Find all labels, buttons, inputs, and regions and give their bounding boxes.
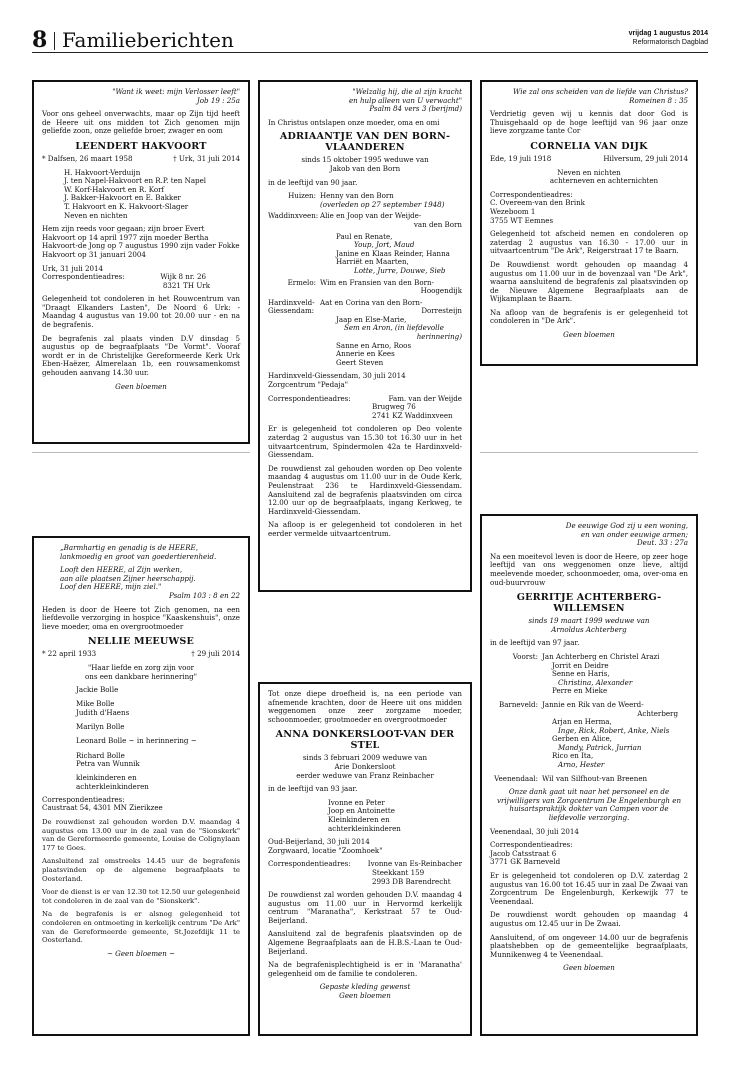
relative-line: Gerben en Alice, (552, 734, 612, 744)
relative-line: Arno, Hester (558, 760, 605, 770)
correspondence-address (268, 395, 462, 404)
page-header (32, 28, 708, 53)
bible-quote: aan alle plaatsen Zijner heerschappij. (60, 573, 196, 583)
notice-van-dijk (480, 80, 698, 366)
relative-line: Arjan en Herma, (552, 717, 612, 727)
birth-date: * 22 april 1933 (42, 649, 97, 659)
family-line: achterneven en achternichten (549, 176, 659, 186)
relatives (320, 212, 462, 229)
relative-line: Jaap en Else-Marie, (336, 314, 407, 324)
bible-quote: „Barmhartig en genadig is de HEERE, (60, 543, 198, 552)
corr-line: Fam. van der Weijde (388, 393, 462, 403)
relative-line: Perre en Mieke (552, 686, 608, 696)
family-member: J. ten Napel-Hakvoort en R.P. ten Napel (64, 176, 207, 186)
birth-death-dates (42, 155, 240, 164)
place-label: Huizen: (288, 191, 316, 201)
place-date: Urk, 31 juli 2014 (42, 263, 104, 273)
after-text: Na afloop is er gelegenheid tot condoleren in het eerder vermelde uitvaartcentrum. (268, 520, 462, 538)
relative-line: Inge, Rick, Robert, Anke, Niels (558, 725, 670, 735)
corr-label: Correspondentieadres: (268, 393, 351, 403)
relatives (320, 279, 462, 296)
place-date: Hardinxveld-Giessendam, 30 juli 2014 (268, 371, 406, 381)
family-member: W. Korf-Hakvoort en R. Korf (64, 184, 165, 194)
relative-line: Rico en Ita, (552, 751, 594, 761)
notice-intro: In Christus ontslapen onze moeder, oma en omi (268, 117, 440, 127)
family-member: Petra van Wunnik (76, 758, 140, 768)
relative-line: Paul en Renate, (336, 231, 393, 241)
place-label (268, 233, 316, 276)
care-center: Zorgwaard, locatie "Zoomhoek" (268, 845, 383, 855)
place-label: Ermelo: (287, 277, 316, 287)
notice-intro: Voor ons geheel onverwachts, maar op Zijn tijd heeft de Heere uit ons midden tot Zich genomen mijn geliefde zoon, onze geliefde broer, zwager en oom (42, 109, 240, 136)
relative-line: Wim en Fransien van den Born- (320, 277, 434, 287)
relative-line: Janine en Klaas Reinder, Hanna (336, 248, 450, 258)
age-line: in de leeftijd van 93 jaar. (268, 784, 358, 794)
motto: "Haar liefde en zorg zijn voor (87, 662, 195, 672)
condolence-text: Voor de dienst is er van 12.30 tot 12.50 uur gelegenheid tot condoleren in de zaal van de "Sionskerk". (42, 888, 240, 905)
relative-line: Lotte, Jurre, Douwe, Sieb (354, 265, 446, 275)
widow-line: sinds 3 februari 2009 weduwe van (302, 753, 428, 763)
place-label: Veenendaal: (494, 773, 538, 783)
relative-line: van den Born (413, 219, 462, 229)
bible-quote: en hulp alleen van U verwacht" (348, 95, 462, 105)
family-member: achterkleinkinderen (76, 781, 149, 791)
bible-quote: en van onder eeuwige armen; (580, 529, 688, 539)
death-date: † 29 juli 2014 (191, 649, 240, 659)
condolence-text: Gelegenheid tot condoleren in het Rouwcentrum van "Draagt Elkanders Lasten", De Noord 6 Urk: - Maandag 4 augustus van 19.00 tot 20.00 uur - en na de begrafenis. (42, 294, 240, 330)
funeral-text: De Rouwdienst wordt gehouden op maandag 4 augustus om 11.00 uur in de bovenzaal van "De Ark", waarna aansluitend de begrafenis zal plaatsvinden op de Nieuwe Algemene Begraafplaats aan de Wijkamplaan te Baarn. (490, 259, 688, 304)
page-number: 8 (32, 27, 48, 53)
funeral-text: De rouwdienst zal worden gehouden D.V. maandag 4 augustus om 11.00 uur in Hervormd kerkelijk centrum "Maranatha", Kerkstraat 57 te Oud-Beijerland. (268, 890, 462, 925)
column-divider (480, 452, 698, 453)
burial-text: Aansluitend zal de begrafenis plaatsvinden op de Algemene Begraafplaats aan de H.B.S.-Laan te Oud-Beijerland. (268, 929, 462, 956)
relatives-group (268, 192, 462, 209)
corr-line: 8321 TH Urk (162, 280, 210, 290)
birth-death-dates (490, 155, 688, 164)
deceased-name: ANNA DONKERSLOOT-VAN DER STEL (275, 729, 455, 752)
correspondence-address (42, 273, 240, 282)
widow-line: Jakob van den Born (329, 163, 401, 173)
after-text: Na afloop van de begrafenis is er gelegenheid tot condoleren in "De Ark". (490, 307, 688, 326)
family-member: Richard Bolle (76, 750, 125, 760)
notice-donkersloot (258, 682, 472, 1036)
relative-line: herinnering) (416, 332, 462, 342)
relative-line: Harriët en Maarten, (336, 257, 409, 267)
bible-quote: "Want ik weet: mijn Verlosser leeft" (112, 87, 240, 96)
deceased-name: CORNELIA VAN DIJK (530, 140, 648, 152)
relative-line: Senne en Haris, (552, 669, 610, 679)
widow-line: Arie Donkersloot (334, 761, 396, 771)
corr-line: Wezeboom 1 (490, 206, 536, 216)
family-list (42, 686, 240, 791)
notice-meeuwse (32, 536, 250, 1036)
death-date: Hilversum, 29 juli 2014 (603, 153, 688, 163)
widow-line: sinds 19 maart 1999 weduwe van (528, 616, 650, 626)
birth-date: * Dalfsen, 26 maart 1958 (42, 153, 133, 163)
widow-line: sinds 15 oktober 1995 weduwe van (301, 155, 429, 165)
funeral-text: De begrafenis zal plaats vinden D.V dinsdag 5 augustus op de begraafplaats "De Vormt". Vooraf wordt er in de Christelijke Gereformeerde Kerk Urk Eben-Haëzer, Almerelaan 1b, een rouwsamenkomst gehouden aanvang 14.30 uur. (42, 333, 240, 378)
section-title: Familieberichten (62, 28, 234, 52)
corr-line: C. Overeem-van den Brink (490, 198, 585, 208)
family-member: Mike Bolle (76, 699, 115, 709)
bible-quote: Loof den HEERE, mijn ziel." (60, 582, 162, 592)
relatives (320, 233, 462, 276)
relative-line: Alie en Joop van der Weijde- (320, 211, 422, 221)
notice-achterberg (480, 514, 698, 1036)
place-label: Hardinxveld-Giessendam: (268, 297, 315, 316)
corr-label: Correspondentieadres: (42, 272, 125, 282)
place-date: Oud-Beijerland, 30 juli 2014 (268, 837, 370, 847)
deceased-name: NELLIE MEEUWSE (87, 636, 195, 648)
place-label: Barneveld: (498, 699, 538, 709)
notice-intro: Verdrietig geven wij u kennis dat door God is Thuisgehaald op de hoge leeftijd van 96 jaar onze lieve zorgzame tante Cor (490, 109, 688, 136)
widow-line: eerder weduwe van Franz Reinbacher (296, 770, 434, 780)
relative-line: Christina, Alexander (558, 677, 633, 687)
family-member: Joop en Antoinette (328, 806, 395, 816)
burial-text: Aansluitend zal omstreeks 14.45 uur de begrafenis plaatsvinden op de algemene begraafplaats te Oosterland. (42, 857, 240, 883)
thanks-text: Onze dank gaat uit naar het personeel en de vrijwilligers van Zorgcentrum De Engelenburgh en huisartspraktijk dokter van Campen voor de liefdevolle verzorging. (496, 787, 682, 823)
closing-note: Geen bloemen (339, 991, 391, 1001)
family-member: J. Bakker-Hakvoort en E. Bakker (64, 193, 181, 203)
funeral-text: De rouwdienst wordt gehouden op maandag 4 augustus om 12.45 uur in De Zwaai. (490, 910, 688, 928)
family-list (268, 799, 462, 833)
closing-note: ~ Geen bloemen ~ (106, 948, 176, 958)
closing-note: Geen bloemen (563, 963, 615, 973)
family-member: Judith d'Haens (76, 707, 130, 717)
family-line: Neven en nichten (557, 167, 621, 177)
deceased-name: LEENDERT HAKVOORT (75, 140, 207, 152)
widow-line: Arnoldus Achterberg (551, 624, 627, 634)
corr-line: Ivonne van Es-Reinbacher (367, 859, 462, 869)
family-member: Ivonne en Peter (328, 797, 385, 807)
corr-line: Steekkant 159 (372, 867, 425, 877)
place-label: Waddinxveen: (268, 211, 319, 221)
condolence-text: Er is gelegenheid tot condoleren op D.V. zaterdag 2 augustus van 16.00 tot 16.45 uur in zaal De Zwaai van Zorgcentrum De Engelenburgh, Kerkewijk 77 te Veenendaal. (490, 871, 688, 906)
burial-text: Aansluitend, of om ongeveer 14.00 uur de begrafenis plaatshebben op de gemeentelijke begraafplaats, Munnikenweg 4 te Veenendaal. (490, 932, 688, 959)
relatives (542, 701, 688, 770)
relatives-group (268, 279, 462, 296)
correspondence-address (268, 860, 462, 869)
relative-line: Jannie en Rik van de Weerd- (542, 699, 644, 709)
deceased-name: ADRIAANTJE VAN DEN BORN-VLAANDEREN (279, 131, 451, 154)
relatives-group (268, 299, 462, 368)
newspaper-name: Reformatorisch Dagblad (632, 39, 708, 46)
relative-line: Geert Steven (336, 357, 384, 367)
relatives (542, 653, 688, 696)
column-divider (32, 452, 250, 453)
closing-note: Geen bloemen (115, 381, 167, 391)
relatives (320, 299, 462, 368)
relatives-group (268, 233, 462, 276)
relatives (320, 192, 462, 209)
bible-quote: Looft den HEERE, al Zijn werken, (60, 565, 183, 575)
relative-line: (overleden op 27 september 1948) (320, 199, 445, 209)
relative-line: Hoogendijk (420, 286, 462, 296)
corr-line: Caustraat 54, 4301 MN Zierikzee (42, 803, 163, 813)
relative-line: Jan Achterberg en Christel Arazi (542, 651, 660, 661)
relatives-group (490, 653, 688, 696)
closing-note: Geen bloemen (563, 330, 615, 340)
bible-reference: Romeinen 8 : 35 (629, 95, 688, 105)
age-line: in de leeftijd van 90 jaar. (268, 177, 358, 187)
family-member: T. Hakvoort en K. Hakvoort-Slager (64, 201, 189, 211)
relative-line: Jorrit en Deidre (552, 660, 609, 670)
bible-quote: lankmoedig en groot van goedertierenheid. (60, 551, 217, 561)
relatives-group (490, 701, 688, 770)
condolence-text: Er is gelegenheid tot condoleren op Deo volente zaterdag 2 augustus van 15.30 tot 16.30 uur in het uitvaartcentrum, Spindermolen 42a te Hardinxveld-Giessendam. (268, 424, 462, 460)
relative-line: Mandy, Patrick, Jurrian (558, 742, 642, 752)
notice-intro: Na een moeitevol leven is door de Heere, op zeer hoge leeftijd van ons weggenomen onze lieve, altijd meelevende moeder, schoonmoeder, oma, over-oma en oud-buurvrouw (490, 551, 688, 587)
relative-line: Henny van den Born (320, 191, 394, 201)
corr-line: 3755 WT Eemnes (490, 215, 554, 225)
header-divider (54, 32, 55, 50)
corr-line: Wijk 8 nr. 26 (160, 272, 206, 282)
relative-line: Annerie en Kees (336, 349, 395, 359)
relatives (542, 775, 688, 784)
corr-line: 2741 KZ Waddinxveen (372, 410, 453, 420)
relative-line: Dorresteijn (421, 306, 462, 316)
corr-line: 2993 DB Barendrecht (372, 876, 451, 886)
bible-reference: Psalm 84 vers 3 (berijmd) (369, 104, 462, 114)
relative-line: Achterberg (637, 708, 678, 718)
in-memoriam-text: Hem zijn reeds voor gegaan; zijn broer Evert Hakvoort op 14 april 1977 zijn moeder Bertha Hakvoort-de Jong op 7 augustus 1990 zijn vader Fokke Hakvoort op 31 januari 2004 (42, 224, 240, 259)
care-center: Zorgcentrum "Pedaja" (268, 380, 349, 390)
notice-intro: Heden is door de Heere tot Zich genomen, na een liefdevolle verzorging in hospice "Kaaskenshuis", onze lieve moeder, oma en overgrootmoeder (42, 604, 240, 631)
family-member: kleinkinderen en (76, 773, 137, 783)
place-label: Voorst: (512, 651, 538, 661)
funeral-text: De rouwdienst zal gehouden worden D.V. maandag 4 augustus om 13.00 uur in de zaal van de "Sionskerk" van de Gereformeerde gemeente, Louise de Colignylaan 177 te Goes. (42, 817, 240, 852)
corr-label: Correspondentieadres: (490, 189, 573, 199)
corr-label: Correspondentieadres: (490, 840, 573, 850)
closing-note: Gepaste kleding gewenst (319, 982, 411, 992)
family-member: Jackie Bolle (76, 685, 119, 695)
deceased-name: GERRITJE ACHTERBERG-WILLEMSEN (516, 592, 662, 615)
issue-date: vrijdag 1 augustus 2014 (628, 30, 708, 37)
relatives-group (490, 775, 688, 784)
notice-van-den-born (258, 80, 472, 592)
corr-label: Correspondentieadres: (42, 794, 125, 804)
bible-quote: Wie zal ons scheiden van de liefde van Christus? (513, 87, 688, 96)
birth-death-dates (42, 650, 240, 659)
corr-label: Correspondentieadres: (268, 859, 351, 869)
relative-line: Sanne en Arno, Roos (336, 340, 412, 350)
relatives-group (268, 212, 462, 229)
motto: ons een dankbare herinnering" (84, 671, 197, 681)
family-member: Marilyn Bolle (76, 722, 125, 732)
after-text: Na de begrafenis is er alsnog gelegenheid tot condoleren en ontmoeting in kerkelijk centrum "De Ark" van de Gereformeerde gemeente, St.Jozefdijk 11 te Oosterland. (42, 910, 240, 945)
bible-quote: "Welzalig hij, die al zijn kracht (352, 87, 462, 96)
age-line: in de leeftijd van 97 jaar. (490, 638, 580, 648)
corr-line: 3771 GK Barneveld (490, 857, 561, 867)
bible-reference: Psalm 103 : 8 en 22 (169, 590, 240, 600)
bible-reference: Deut. 33 : 27a (637, 538, 688, 548)
family-member: Kleinkinderen en (328, 814, 390, 824)
relative-line: Aat en Corina van den Born- (320, 297, 423, 307)
family-member: Leonard Bolle ~ in herinnering ~ (76, 736, 197, 746)
notice-intro: Tot onze diepe droefheid is, na een periode van afnemende krachten, door de Heere uit ons midden weggenomen onze zeer zorgzame moeder, schoonmoeder, grootmoeder en overgrootmoeder (268, 689, 462, 724)
bible-reference: Job 19 : 25a (196, 95, 240, 105)
family-member: Neven en nichten (64, 210, 128, 220)
corr-line: Jacob Catsstraat 6 (490, 848, 557, 858)
farewell-text: Gelegenheid tot afscheid nemen en condoleren op zaterdag 2 augustus van 16.30 - 17.00 uur in uitvaartcentrum "De Ark", Reigerstraat 17 te Baarn. (490, 229, 688, 256)
notice-hakvoort (32, 80, 250, 444)
funeral-text: De rouwdienst zal gehouden worden op Deo volente maandag 4 augustus om 11.00 uur in de Oude Kerk, Peulenstraat 236 te Hardinxveld-Giessendam. Aansluitend zal de begrafenis plaatsvinden om circa 12.00 uur op de begraafplaats, ingang Kerkweg, te Hardinxveld-Giessendam. (268, 463, 462, 516)
family-list (42, 169, 240, 221)
relative-line: Youp, Jort, Maud (354, 240, 415, 250)
place-date: Veenendaal, 30 juli 2014 (490, 826, 579, 836)
relative-line: Sem en Aron, (in liefdevolle (344, 323, 444, 333)
relative-line: Wil van Silfhout-van Breenen (542, 773, 648, 783)
after-text: Na de begrafenisplechtigheid is er in 'Maranatha' gelegenheid om de familie te condoleren. (268, 960, 462, 978)
birth-date: Ede, 19 juli 1918 (490, 153, 552, 163)
corr-line: Brugweg 76 (372, 402, 416, 412)
bible-quote: De eeuwige God zij u een woning, (565, 521, 688, 530)
death-date: † Urk, 31 juli 2014 (173, 153, 240, 163)
family-member: achterkleinkinderen (328, 823, 401, 833)
family-member: H. Hakvoort-Verduijn (64, 167, 141, 177)
